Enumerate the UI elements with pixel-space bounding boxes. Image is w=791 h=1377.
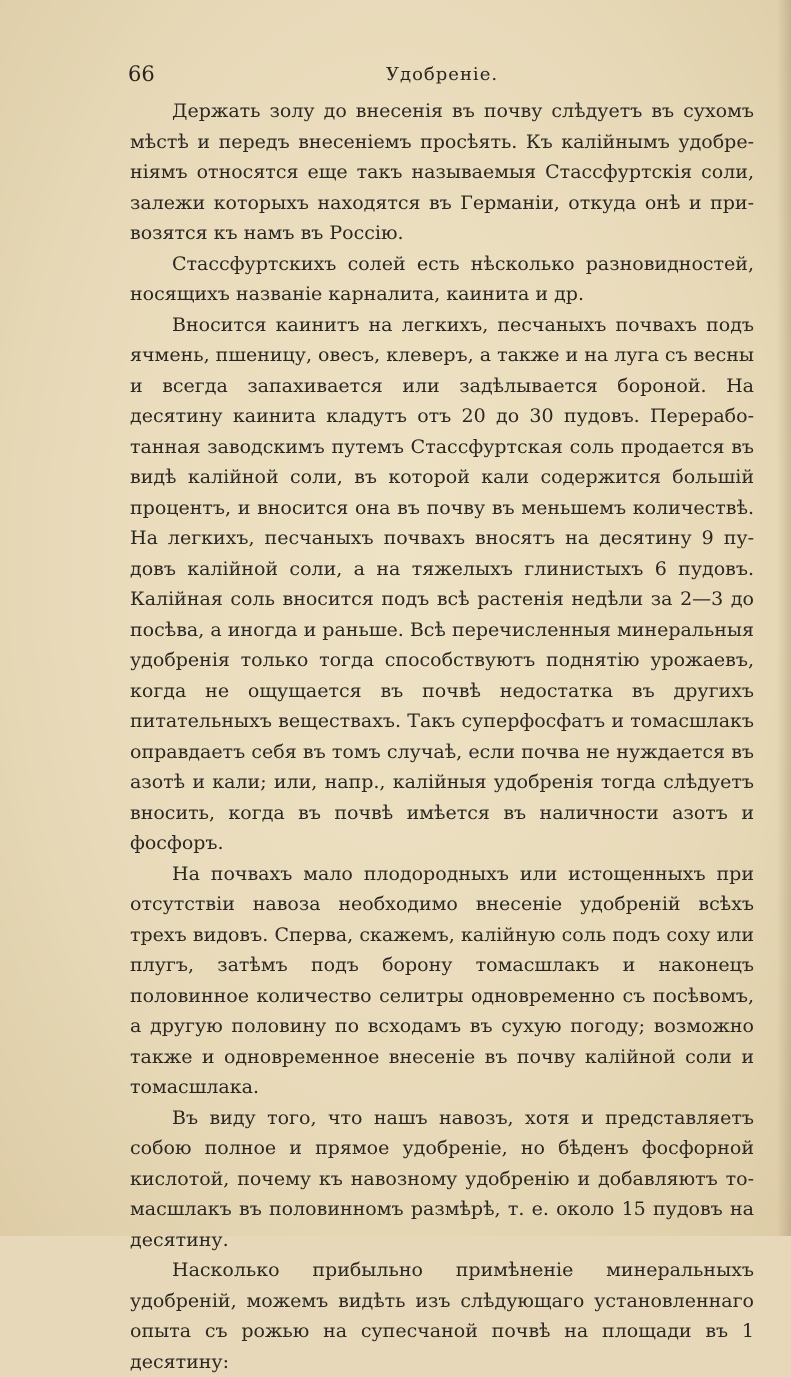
page-header [128, 62, 754, 90]
paragraph-kainite: Вносится каинитъ на легкихъ, песчаныхъ почвахъ подъ ячмень, пшеницу, овесъ, клеверъ, а также и на луга съ весны и всегда запахивается или задѣлывается бороной. На десятину каинита кладутъ отъ 20 до 30 пудовъ. Переработанная заводскимъ путемъ Стассфуртская соль продается въ видѣ калійной соли, въ которой кали содержится большій процентъ, и вносится она въ почву въ меньшемъ количествѣ. На легкихъ, песчаныхъ почвахъ вносятъ на десятину 9 пудовъ калійной соли, а на тяжелыхъ глинистыхъ 6 пудовъ. Калійная соль вносится подъ всѣ растенія недѣли за 2—3 до посѣва, а иногда и раньше. Всѣ перечисленныя минеральныя удобренія только тогда способствуютъ поднятію урожаевъ, когда не ощущается въ почвѣ недостатка въ другихъ питательныхъ веществахъ. Такъ суперфосфатъ и томасшлакъ оправдаетъ себя въ томъ случаѣ, если почва не нуждается въ азотѣ и кали; или, напр., калійныя удобренія тогда слѣдуетъ вносить, когда въ почвѣ имѣется въ наличности азотъ и фосфоръ. [130, 313, 754, 854]
paragraph-experiment: Насколько прибыльно примѣненіе минеральныхъ удобреній, можемъ видѣть изъ слѣдующаго установленнаго опыта съ рожью на супесчаной почвѣ на площади въ 1 десятину: [130, 1259, 754, 1373]
paragraph-stassfurt-salts: Стассфуртскихъ солей есть нѣсколько разновидностей, носящихъ названіе карналита, каинита и др. [130, 252, 754, 305]
page-number: 66 [128, 62, 155, 86]
page-edge-shadow [777, 0, 791, 1236]
body-text [130, 96, 754, 1377]
paragraph-ash-storage: Держать золу до внесенія въ почву слѣдуетъ въ сухомъ мѣстѣ и передъ внесеніемъ просѣять. Къ калійнымъ удобреніямъ относятся еще такъ называемыя Стассфуртскія соли, залежи которыхъ находятся въ Германіи, откуда онѣ и привозятся къ намъ въ Россію. [130, 100, 754, 244]
running-title: Удобреніе. [386, 64, 499, 85]
paragraph-manure: Въ виду того, что нашъ навозъ, хотя и представляетъ собою полное и прямое удобреніе, но бѣденъ фосфорной кислотой, почему къ навозному удобренію и добавляютъ томасшлакъ въ половинномъ размѣрѣ, т. е. около 15 пудовъ на десятину. [130, 1106, 754, 1251]
paragraph-poor-soils: На почвахъ мало плодородныхъ или истощенныхъ при отсутствіи навоза необходимо внесеніе удобреній всѣхъ трехъ видовъ. Сперва, скажемъ, калійную соль подъ соху или плугъ, затѣмъ подъ борону томасшлакъ и наконецъ половинное количество селитры одновременно съ посѣвомъ, а другую половину по всходамъ въ сухую погоду; возможно также и одновременное внесеніе въ почву калійной соли и томасшлака. [130, 862, 754, 1098]
